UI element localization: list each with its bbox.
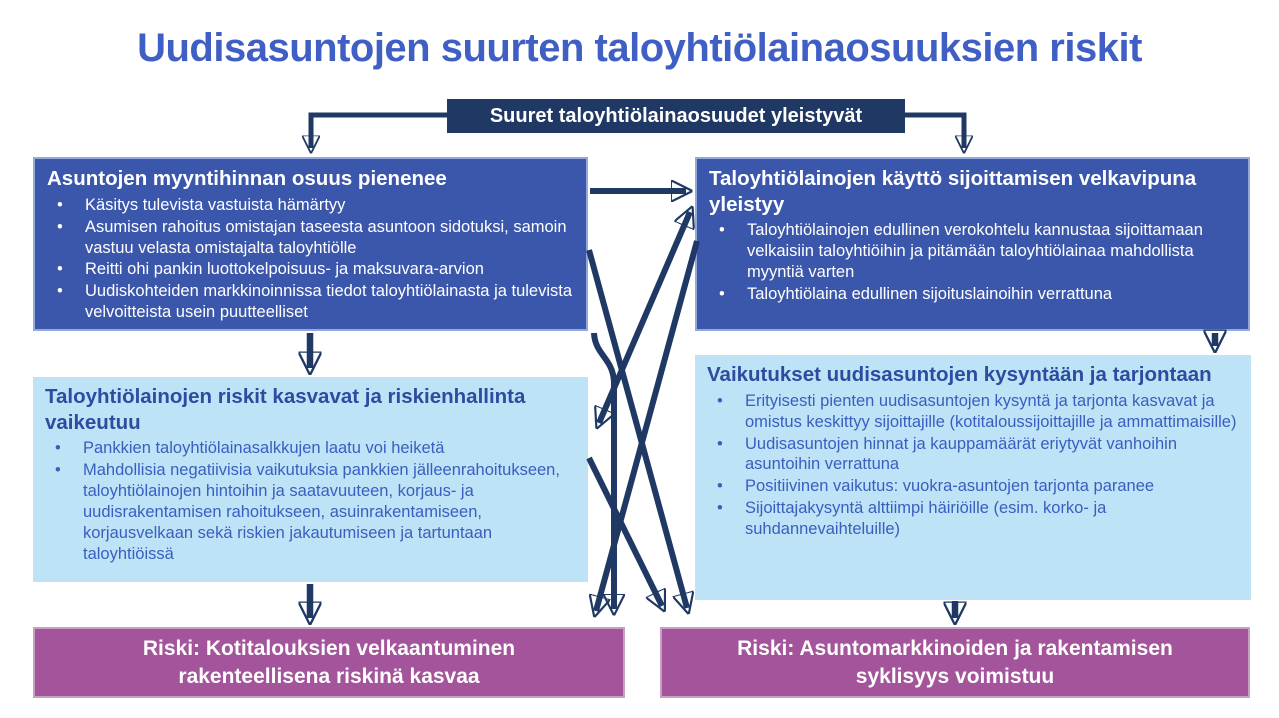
bullet-item: • Asumisen rahoitus omistajan taseesta asuntoon sidotuksi, samoin vastuu velasta omistajalta taloyhtiölle [47,217,578,259]
bullet-item: • Käsitys tulevista vastuista hämärtyy [47,195,578,216]
box-right-middle [695,355,1251,600]
trigger-box [447,99,905,133]
arrow-trigger-to-left-top [311,115,447,148]
arrow-left-top-to-right-risk [589,250,687,608]
arrow-left-top-to-left-risk [594,333,614,609]
trigger-box-label: Suuret taloyhtiölainaosuudet yleistyvät [489,104,863,127]
box-right-middle-title: Vaikutukset uudisasuntojen kysyntään ja tarjontaan [707,363,1212,386]
bullet-item: • Pankkien taloyhtiölainasalkkujen laatu voi heiketä [45,438,580,459]
bullet-item: • Uudiskohteiden markkinoinnissa tiedot taloyhtiölainasta ja tulevista velvoitteista usein puutteelliset [47,281,578,323]
bullet-item: • Reitti ohi pankin luottokelpoisuus- ja maksuvara-arvion [47,259,578,280]
box-right-risk [660,627,1250,698]
box-right-middle-bullets [707,391,1243,541]
box-left-top [33,157,588,331]
box-right-top [695,157,1250,331]
bullet-item: • Erityisesti pienten uudisasuntojen kysyntä ja tarjonta kasvavat ja omistus keskittyy sijoittajille (kotitaloussijoittajille ja ammattimaisille) [707,391,1243,433]
bullet-item: • Sijoittajakysyntä alttiimpi häiriöille (esim. korko- ja suhdannevaihteluille) [707,498,1243,540]
box-right-risk-text: Riski: Asuntomarkkinoiden ja rakentamisen syklisyys voimistuu [737,637,1173,688]
bullet-item: • Uudisasuntojen hinnat ja kauppamäärät eriytyvät vanhoihin asuntoihin verrattuna [707,434,1243,476]
box-left-top-title: Asuntojen myyntihinnan osuus pienenee [47,167,447,190]
arrow-right-top-to-left-risk [596,241,697,611]
box-left-middle-title: Taloyhtiölainojen riskit kasvavat ja riskienhallinta vaikeutuu [45,385,526,434]
box-left-top-bullets [47,195,578,324]
bullet-item: • Positiivinen vaikutus: vuokra-asuntojen tarjonta paranee [707,476,1243,497]
arrow-left-middle-to-right-risk [589,458,662,606]
arrow-trigger-to-right-top [905,115,964,148]
arrow-right-top-left-middle-bidirectional [599,212,690,423]
bullet-item: • Taloyhtiölaina edullinen sijoituslainoihin verrattuna [709,284,1240,305]
page-title: Uudisasuntojen suurten taloyhtiölainaosuuksien riskit [137,26,1142,70]
box-left-risk [33,627,625,698]
box-right-top-title: Taloyhtiölainojen käyttö sijoittamisen velkavipuna yleistyy [709,167,1197,216]
bullet-item: • Mahdollisia negatiivisia vaikutuksia pankkien jälleenrahoitukseen, taloyhtiölainojen hintoihin ja saatavuuteen, korjaus- ja uudisrakentamisen rahoitukseen, asuinrakentamiseen, korjausvelkaan sekä riskien jakautumiseen ja tartuntaan taloyhtiöissä [45,460,580,565]
box-right-top-bullets [709,220,1240,305]
bullet-item: • Taloyhtiölainojen edullinen verokohtelu kannustaa sijoittamaan velkaisiin taloyhtiöihin ja pitämään taloyhtiölainaa mahdollista myyntiä varten [709,220,1240,283]
box-left-middle-bullets [45,438,580,565]
box-left-middle [33,377,588,582]
box-left-risk-text: Riski: Kotitalouksien velkaantuminen rakenteellisena riskinä kasvaa [142,637,516,688]
